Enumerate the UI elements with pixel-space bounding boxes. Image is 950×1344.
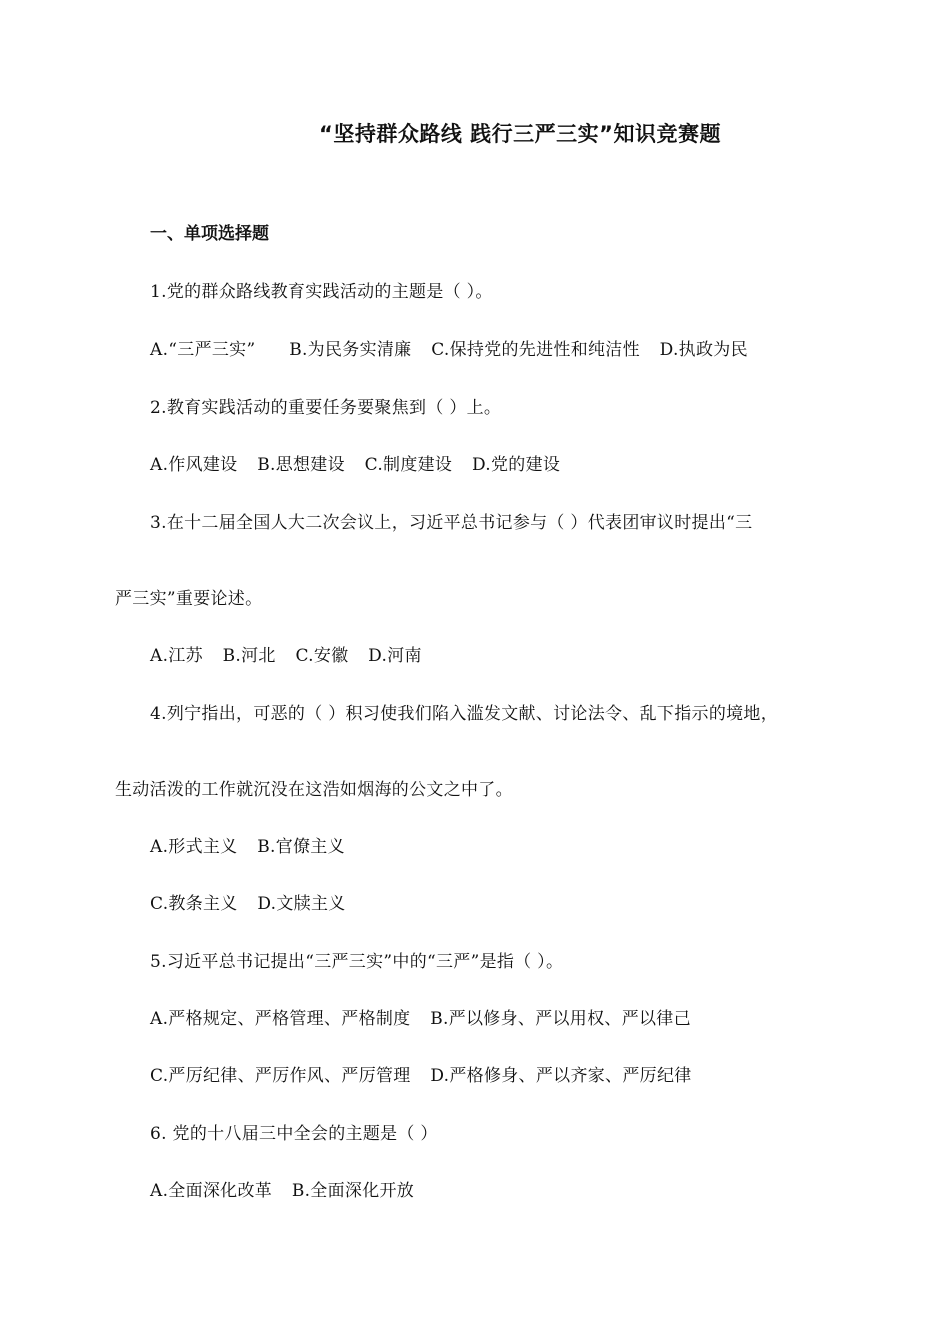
question-3-continuation: 严三实”重要论述。 <box>115 589 263 609</box>
question-4-options-row-1 <box>150 832 345 857</box>
option-a: A.严格规定、严格管理、严格制度 <box>150 1009 411 1029</box>
document-title: “坚持群众路线 践行三严三实”知识竞赛题 <box>319 122 721 146</box>
option-b: B.为民务实清廉 <box>289 340 412 360</box>
question-5: 5.习近平总书记提出“三严三实”中的“三严”是指（ ）。 <box>150 952 564 972</box>
option-a: A.作风建设 <box>150 455 238 475</box>
question-4: 4.列宁指出，可恶的（ ）积习使我们陷入滥发文献、讨论法令、乱下指示的境地， <box>150 704 779 724</box>
question-2: 2.教育实践活动的重要任务要聚焦到（ ）上。 <box>150 398 502 418</box>
question-3: 3.在十二届全国人大二次会议上，习近平总书记参与（ ）代表团审议时提出“三 <box>150 513 753 533</box>
option-b: B.官僚主义 <box>257 837 345 857</box>
option-c: C.安徽 <box>295 646 349 666</box>
question-1: 1.党的群众路线教育实践活动的主题是（ ）。 <box>150 282 493 302</box>
option-d: D.严格修身、严以齐家、严厉纪律 <box>430 1066 692 1086</box>
option-c: C.制度建设 <box>364 455 453 475</box>
question-6: 6. 党的十八届三中全会的主题是（ ） <box>150 1124 438 1144</box>
option-c: C.保持党的先进性和纯洁性 <box>431 340 640 360</box>
option-c: C.严厉纪律、严厉作风、严厉管理 <box>150 1066 411 1086</box>
option-d: D.文牍主义 <box>257 894 346 914</box>
option-c: C.教条主义 <box>150 894 238 914</box>
question-5-options-row-2 <box>150 1061 692 1086</box>
option-d: D.党的建设 <box>471 455 561 475</box>
option-b: B.严以修身、严以用权、严以律己 <box>430 1009 691 1029</box>
option-a: A.江苏 <box>150 646 203 666</box>
section-heading: 一、单项选择题 <box>150 224 269 244</box>
question-4-continuation: 生动活泼的工作就沉没在这浩如烟海的公文之中了。 <box>115 780 513 800</box>
question-4-options-row-2 <box>150 889 346 914</box>
option-a: A.全面深化改革 <box>150 1181 273 1201</box>
question-3-options <box>150 641 422 666</box>
option-b: B.河北 <box>222 646 276 666</box>
option-b: B.思想建设 <box>257 455 345 475</box>
option-a: A.“三严三实” <box>150 340 256 360</box>
question-5-options-row-1 <box>150 1004 691 1029</box>
question-1-options <box>150 335 748 360</box>
option-d: D.河南 <box>368 646 422 666</box>
option-b: B.全面深化开放 <box>291 1181 415 1201</box>
question-6-options <box>150 1176 414 1201</box>
option-a: A.形式主义 <box>150 837 238 857</box>
option-d: D.执政为民 <box>659 340 748 360</box>
question-2-options <box>150 450 560 475</box>
